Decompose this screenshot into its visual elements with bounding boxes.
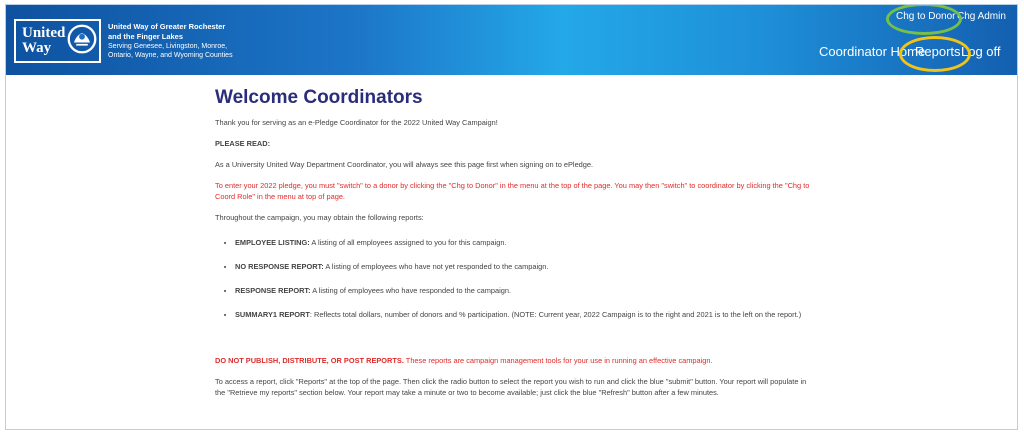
org-serving-line-1: Serving Genesee, Livingston, Monroe, [108, 43, 228, 50]
list-item [235, 261, 815, 272]
chg-admin-link[interactable]: Chg Admin [957, 11, 1006, 22]
reports-link[interactable]: Reports [915, 44, 961, 59]
logo-text [16, 26, 65, 56]
hand-emblem-icon [67, 24, 97, 54]
report-description: A listing of employees who have not yet responded to the campaign. [323, 262, 549, 271]
warning-paragraph [215, 355, 815, 366]
page-frame [5, 4, 1018, 430]
log-off-link[interactable]: Log off [961, 44, 1001, 59]
coordinator-home-link[interactable]: Coordinator Home [819, 44, 926, 59]
report-name: EMPLOYEE LISTING: [235, 238, 310, 247]
intro-text: Thank you for serving as an e-Pledge Coordinator for the 2022 United Way Campaign! [215, 118, 498, 127]
org-name-line-1: United Way of Greater Rochester [108, 22, 226, 31]
logo-word-united: United [22, 25, 66, 41]
logo-word-way: Way [22, 40, 52, 56]
report-name: RESPONSE REPORT: [235, 286, 311, 295]
header-banner [6, 5, 1017, 75]
warning-text: These reports are campaign management tools for your use in running an effective campaign. [403, 356, 713, 365]
page-title: Welcome Coordinators [215, 87, 423, 108]
org-serving-line-2: Ontario, Wayne, and Wyoming Counties [108, 52, 233, 59]
chg-to-donor-link[interactable]: Chg to Donor [896, 11, 956, 22]
united-way-logo[interactable] [14, 19, 101, 63]
report-description: A listing of all employees assigned to you for this campaign. [309, 238, 507, 247]
report-name: SUMMARY1 REPORT [235, 310, 310, 319]
report-description: A listing of employees who have responded to the campaign. [310, 286, 512, 295]
report-name: NO RESPONSE REPORT: [235, 262, 324, 271]
coordinator-note: As a University United Way Department Coordinator, you will always see this page first when signing on to ePledge. [215, 160, 594, 169]
list-item [235, 309, 815, 320]
warning-bold-text: DO NOT PUBLISH, DISTRIBUTE, OR POST REPORTS. [215, 356, 404, 365]
list-item [235, 237, 815, 248]
org-description [108, 22, 233, 60]
reports-intro: Throughout the campaign, you may obtain the following reports: [215, 213, 424, 222]
org-name-line-2: and the Finger Lakes [108, 32, 184, 41]
please-read-heading: PLEASE READ: [215, 139, 271, 148]
access-instructions: To access a report, click "Reports" at the top of the page. Then click the radio button to select the report you wish to run and click the blue "submit" button. Your report will populate in the "Retrieve my reports" section below. Your report may take a minute or two to become available; just click the blue "Refresh" button after a few minutes. [215, 377, 807, 397]
report-description: : Reflects total dollars, number of donors and % participation. (NOTE: Current year, 2022 Campaign is to the right and 2021 is to the left on the report.) [309, 310, 802, 319]
switch-instructions: To enter your 2022 pledge, you must "switch" to a donor by clicking the "Chg to Donor" in the menu at the top of the page. You may then "switch" to coordinator by clicking the "Chg to Coord Role" in the menu at top of page. [215, 181, 810, 201]
reports-list [215, 237, 815, 320]
list-item [235, 285, 815, 296]
main-content [215, 87, 815, 408]
